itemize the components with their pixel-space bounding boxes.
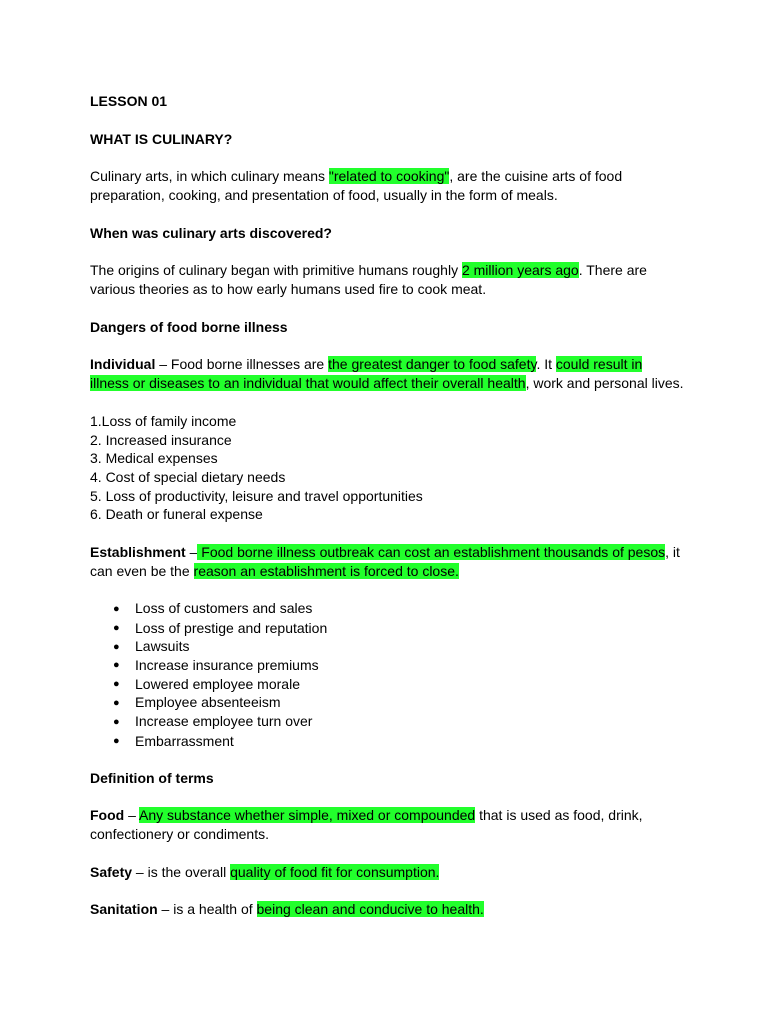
intro-line-1 [90,167,622,185]
text-span: that is used as food, drink, [475,807,643,823]
list-item: 1.Loss of family income [90,413,237,429]
bullet-icon: ● [113,659,120,671]
list-item: Loss of customers and sales [135,600,313,616]
bullet-icon: ● [113,697,120,709]
text-span: The origins of culinary began with primitive humans roughly [90,262,462,278]
text-span: . It [536,356,556,372]
highlighted-text: illness or diseases to an individual that would affect their overall health [90,375,526,391]
food-definition-line-2: confectionery or condiments. [90,826,269,842]
list-item: Embarrassment [135,733,234,749]
bullet-icon: ● [113,678,120,690]
highlighted-text: quality of food fit for consumption. [230,864,440,880]
origins-line-1 [90,261,647,279]
highlighted-text: being clean and conducive to health. [256,901,484,917]
bullet-icon: ● [113,603,120,615]
term-label: Sanitation [90,901,158,917]
term-label: Establishment [90,544,186,560]
lesson-label: LESSON 01 [90,93,168,109]
highlighted-text: could result in [555,356,643,372]
section-heading-definitions: Definition of terms [90,770,214,786]
intro-line-2: preparation, cooking, and presentation of food, usually in the form of meals. [90,187,558,203]
list-item: Loss of prestige and reputation [135,620,328,636]
text-span: – is a health of [157,901,257,917]
list-item: 6. Death or funeral expense [90,506,263,522]
text-span: Culinary arts, in which culinary means [90,168,329,184]
highlighted-text: "related to cooking" [328,168,450,184]
list-item: Lawsuits [135,638,190,654]
sanitation-definition [90,900,484,918]
list-item: 3. Medical expenses [90,450,218,466]
individual-line-2 [90,374,684,392]
highlighted-text: Food borne illness outbreak can cost an establishment thousands of pesos [197,544,666,560]
list-item: Increase insurance premiums [135,657,319,673]
list-item: Lowered employee morale [135,676,300,692]
highlighted-text: 2 million years ago [461,262,579,278]
text-span: can even be the [90,563,194,579]
list-item: 5. Loss of productivity, leisure and travel opportunities [90,488,423,504]
establishment-line-1 [90,543,680,561]
individual-line-1 [90,355,642,373]
highlighted-text: the greatest danger to food safety [328,356,537,372]
bullet-icon: ● [113,622,120,634]
text-span: – Food borne illnesses are [155,356,329,372]
list-item: Increase employee turn over [135,713,313,729]
list-item: Employee absenteeism [135,694,281,710]
text-span: , it [665,544,680,560]
section-heading-discovered: When was culinary arts discovered? [90,225,332,241]
term-label: Food [90,807,125,823]
food-definition-line-1 [90,806,643,824]
text-span: . There are [578,262,647,278]
term-label: Individual [90,356,156,372]
bullet-icon: ● [113,735,120,747]
bullet-icon: ● [113,716,120,728]
safety-definition [90,863,439,881]
section-heading-dangers: Dangers of food borne illness [90,319,288,335]
text-span: – [124,807,140,823]
text-span: , work and personal lives. [525,375,684,391]
term-label: Safety [90,864,133,880]
list-item: 4. Cost of special dietary needs [90,469,286,485]
origins-line-2: various theories as to how early humans used fire to cook meat. [90,281,487,297]
text-span: – is the overall [132,864,231,880]
page-title: WHAT IS CULINARY? [90,131,233,147]
list-item: 2. Increased insurance [90,432,232,448]
highlighted-text: reason an establishment is forced to close. [193,563,459,579]
text-span: – [185,544,198,560]
establishment-line-2 [90,562,459,580]
bullet-icon: ● [113,641,120,653]
highlighted-text: Any substance whether simple, mixed or compounded [139,807,476,823]
text-span: , are the cuisine arts of food [449,168,623,184]
